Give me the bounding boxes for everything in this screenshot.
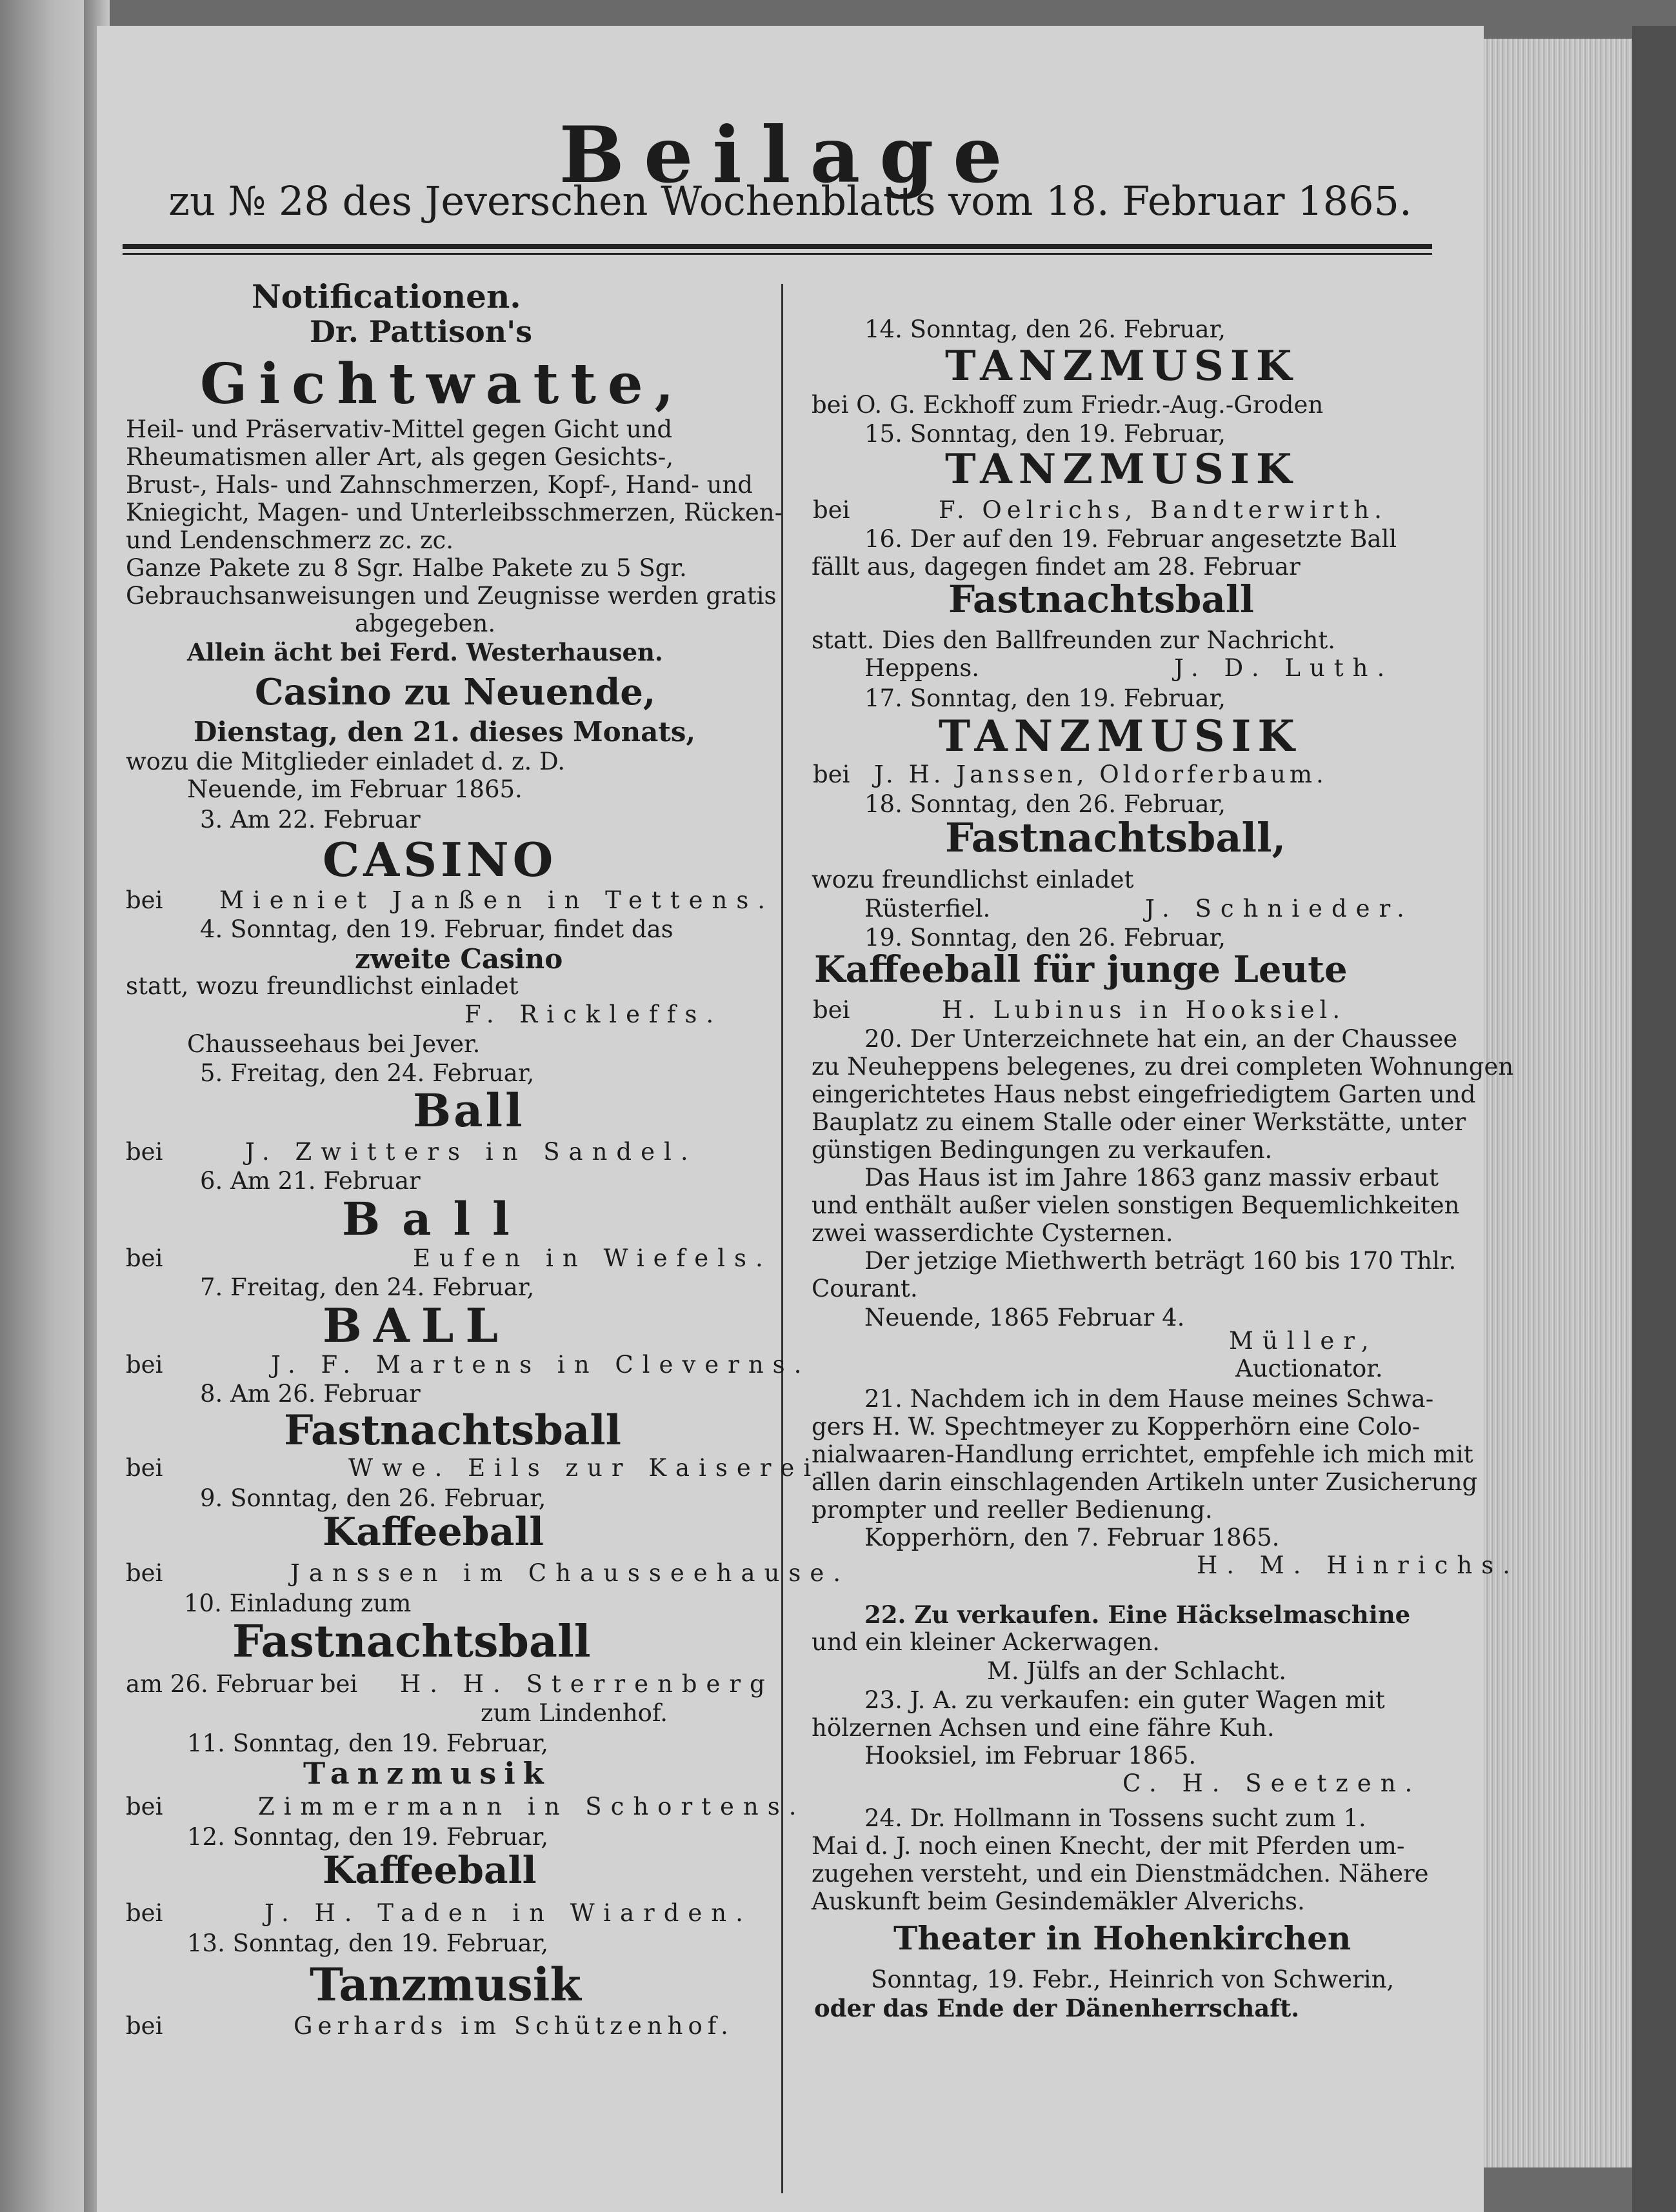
text-line: Heppens. (864, 654, 980, 682)
text-line: 18. Sonntag, den 26. Februar, (864, 790, 1226, 818)
text-line: M. Jülfs an der Schlacht. (987, 1657, 1286, 1685)
column-divider (781, 284, 783, 2193)
text-line: 8. Am 26. Februar (200, 1380, 421, 1408)
text-line: Mieniet Janßen in Tettens. (219, 886, 775, 914)
text-line: zu Neuheppens belegenes, zu drei completen Wohnungen (812, 1053, 1514, 1081)
page-title: Beilage (559, 110, 1022, 201)
text-line: H. M. Hinrichs. (1197, 1551, 1519, 1579)
text-line: bei (126, 886, 163, 914)
text-line: Der jetzige Miethwerth beträgt 160 bis 170 Thlr. (864, 1247, 1457, 1275)
text-line: statt. Dies den Ballfreunden zur Nachricht. (812, 626, 1335, 654)
ad-heading-large: Fastnachtsball, (945, 814, 1286, 861)
text-line: abgegeben. (355, 610, 496, 637)
text-line: 6. Am 21. Februar (200, 1167, 421, 1195)
book-shadow (1632, 26, 1676, 2212)
text-line: Auctionator. (1235, 1355, 1383, 1382)
text-line: Kniegicht, Magen- und Unterleibsschmerzen, Rücken- (126, 499, 783, 526)
text-line: und enthält außer vielen sonstigen Bequemlichkeiten (812, 1191, 1460, 1219)
text-line: bei O. G. Eckhoff zum Friedr.-Aug.-Groden (812, 391, 1324, 419)
ad-heading-large: Kaffeeball (323, 1510, 544, 1555)
ad-heading: Theater in Hohenkirchen (893, 1919, 1352, 1957)
text-line: nialwaaren-Handlung errichtet, empfehle ich mich mit (812, 1440, 1473, 1468)
text-line: 13. Sonntag, den 19. Februar, (187, 1929, 548, 1957)
text-line: Müller, (1229, 1327, 1378, 1355)
text-line: Gebrauchsanweisungen und Zeugnisse werden gratis (126, 582, 777, 610)
text-line: Rüsterfiel. (864, 895, 991, 922)
ad-heading-large: Fastnachtsball (284, 1406, 621, 1455)
text-line: Gerhards im Schützenhof. (294, 2012, 733, 2040)
text-line: bei (126, 1138, 163, 1166)
text-line: C. H. Seetzen. (1122, 1769, 1422, 1797)
text-line: J. H. Janssen, Oldorferbaum. (874, 761, 1328, 788)
text-line: und ein kleiner Ackerwagen. (812, 1628, 1160, 1656)
header-rule (123, 244, 1432, 249)
ad-heading: Tanzmusik (303, 1756, 552, 1791)
text-line: hölzernen Achsen und eine fähre Kuh. (812, 1714, 1275, 1742)
text-line: 10. Einladung zum (184, 1589, 412, 1617)
text-line: 12. Sonntag, den 19. Februar, (187, 1823, 548, 1851)
text-line: 24. Dr. Hollmann in Tossens sucht zum 1. (864, 1804, 1366, 1832)
text-line: 5. Freitag, den 24. Februar, (200, 1059, 535, 1087)
text-line: Ganze Pakete zu 8 Sgr. Halbe Pakete zu 5 Sgr. (126, 554, 687, 582)
text-line: 21. Nachdem ich in dem Hause meines Schwa- (864, 1385, 1434, 1413)
text-line: Auskunft beim Gesindemäkler Alverichs. (812, 1888, 1305, 1915)
ad-heading-large: Gichtwatte, (200, 352, 686, 417)
text-line: bei (813, 996, 850, 1024)
text-line: Chausseehaus bei Jever. (187, 1030, 481, 1058)
text-line: Mai d. J. noch einen Knecht, der mit Pferden um- (812, 1832, 1405, 1860)
section-heading: Notificationen. (252, 277, 521, 315)
text-line: prompter und reeller Bedienung. (812, 1496, 1213, 1524)
ad-heading-large: Tanzmusik (310, 1958, 581, 2011)
text-line: Sonntag, 19. Febr., Heinrich von Schwerin, (871, 1966, 1395, 1993)
text-line: und Lendenschmerz zc. zc. (126, 526, 454, 554)
ad-heading-large: Fastnachtsball (948, 577, 1254, 621)
text-line: günstigen Bedingungen zu verkaufen. (812, 1136, 1273, 1164)
text-line: Zimmermann in Schortens. (258, 1793, 806, 1820)
ad-heading-large: CASINO (323, 832, 557, 887)
header-rule-thin (123, 253, 1432, 255)
ad-heading-large: Kaffeeball (323, 1848, 537, 1892)
text-line: H. Lubinus in Hooksiel. (942, 996, 1346, 1024)
text-line: Das Haus ist im Jahre 1863 ganz massiv erbaut (864, 1164, 1439, 1191)
text-line: Hooksiel, im Februar 1865. (864, 1742, 1197, 1769)
text-line: J. Zwitters in Sandel. (245, 1138, 697, 1166)
text-line: 4. Sonntag, den 19. Februar, findet das (200, 915, 673, 943)
text-line: H. H. Sterrenberg (400, 1670, 774, 1698)
text-line: 20. Der Unterzeichnete hat ein, an der Chaussee (864, 1025, 1458, 1053)
text-line: zugehen versteht, und ein Dienstmädchen. Nähere (812, 1860, 1429, 1888)
text-line: bei (126, 1899, 163, 1927)
text-line: gers H. W. Spechtmeyer zu Kopperhörn eine Colo- (812, 1413, 1421, 1440)
left-page-edge (0, 0, 90, 2212)
ad-heading-large: BALL (323, 1298, 510, 1353)
ad-heading-large: Kaffeeball für junge Leute (814, 948, 1348, 991)
text-line: F. Oelrichs, Bandterwirth. (939, 496, 1387, 524)
page-subtitle: zu № 28 des Jeverschen Wochenblatts vom 18. Februar 1865. (168, 177, 1412, 224)
text-line: wozu die Mitglieder einladet d. z. D. (126, 748, 566, 775)
text-line: J. D. Luth. (1174, 654, 1394, 682)
text-line: wozu freundlichst einladet (812, 866, 1134, 893)
text-line: bei (126, 1793, 163, 1820)
text-line: am 26. Februar bei (126, 1670, 358, 1698)
text-line: bei (813, 496, 850, 524)
text-line: oder das Ende der Dänenherrschaft. (814, 1994, 1300, 2022)
text-line: Heil- und Präservativ-Mittel gegen Gicht und (126, 415, 673, 443)
text-line: bei (126, 1244, 163, 1272)
text-line: 7. Freitag, den 24. Februar, (200, 1273, 535, 1301)
text-line: Neuende, im Februar 1865. (187, 775, 523, 803)
text-line: 11. Sonntag, den 19. Februar, (187, 1729, 548, 1757)
text-line: Bauplatz zu einem Stalle oder einer Werkstätte, unter (812, 1108, 1466, 1136)
text-line: Allein ächt bei Ferd. Westerhausen. (187, 638, 663, 666)
text-line: J. H. Taden in Wiarden. (264, 1899, 752, 1927)
text-line: Rheumatismen aller Art, als gegen Gesichts-, (126, 443, 674, 471)
text-line: Kopperhörn, den 7. Februar 1865. (864, 1524, 1280, 1551)
text-line: bei (126, 2012, 163, 2040)
text-line: zum Lindenhof. (481, 1699, 668, 1727)
ad-subheading: Dienstag, den 21. dieses Monats, (194, 716, 696, 748)
text-line: 19. Sonntag, den 26. Februar, (864, 924, 1226, 952)
ad-heading: Casino zu Neuende, (255, 671, 656, 713)
ad-heading: Dr. Pattison's (310, 314, 533, 349)
ad-heading-large: TANZMUSIK (945, 342, 1299, 390)
text-line: bei (126, 1559, 163, 1587)
text-line: 14. Sonntag, den 26. Februar, (864, 315, 1226, 343)
text-line: 23. J. A. zu verkaufen: ein guter Wagen mit (864, 1686, 1385, 1714)
text-line: bei (813, 761, 850, 788)
page-block-edges (1484, 39, 1639, 2167)
text-line: Eufen in Wiefels. (413, 1244, 772, 1272)
ad-heading-large: Fastnachtsball (232, 1616, 591, 1668)
text-line: bei (126, 1454, 163, 1482)
text-line: F. Rickleffs. (464, 1001, 723, 1028)
text-line: 9. Sonntag, den 26. Februar, (200, 1484, 546, 1512)
text-line: 16. Der auf den 19. Februar angesetzte Ball (864, 525, 1397, 553)
text-line: 17. Sonntag, den 19. Februar, (864, 684, 1226, 712)
text-line: Courant. (812, 1275, 918, 1302)
ad-subheading: zweite Casino (355, 943, 563, 975)
ad-heading-large: Ball (342, 1192, 532, 1246)
ad-heading-large: TANZMUSIK (945, 445, 1299, 493)
text-line: Wwe. Eils zur Kaiserei. (348, 1454, 837, 1482)
text-line: 22. Zu verkaufen. Eine Häckselmaschine (864, 1600, 1411, 1629)
text-line: 15. Sonntag, den 19. Februar, (864, 420, 1226, 448)
text-line: Janssen im Chausseehause. (290, 1559, 850, 1587)
text-line: J. Schnieder. (1145, 895, 1413, 922)
text-line: J. F. Martens in Cleverns. (271, 1351, 811, 1379)
text-line: fällt aus, dagegen findet am 28. Februar (812, 553, 1301, 581)
ad-heading-large: Ball (413, 1084, 525, 1137)
text-line: zwei wasserdichte Cysternen. (812, 1219, 1173, 1247)
text-line: Neuende, 1865 Februar 4. (864, 1304, 1185, 1331)
text-line: 3. Am 22. Februar (200, 806, 421, 833)
text-line: bei (126, 1351, 163, 1379)
text-line: statt, wozu freundlichst einladet (126, 972, 519, 1000)
text-line: allen darin einschlagenden Artikeln unter Zusicherung (812, 1468, 1478, 1496)
ad-heading-large: TANZMUSIK (939, 711, 1301, 761)
text-line: eingerichtetes Haus nebst eingefriedigtem Garten und (812, 1081, 1476, 1108)
text-line: Brust-, Hals- und Zahnschmerzen, Kopf-, Hand- und (126, 471, 753, 499)
